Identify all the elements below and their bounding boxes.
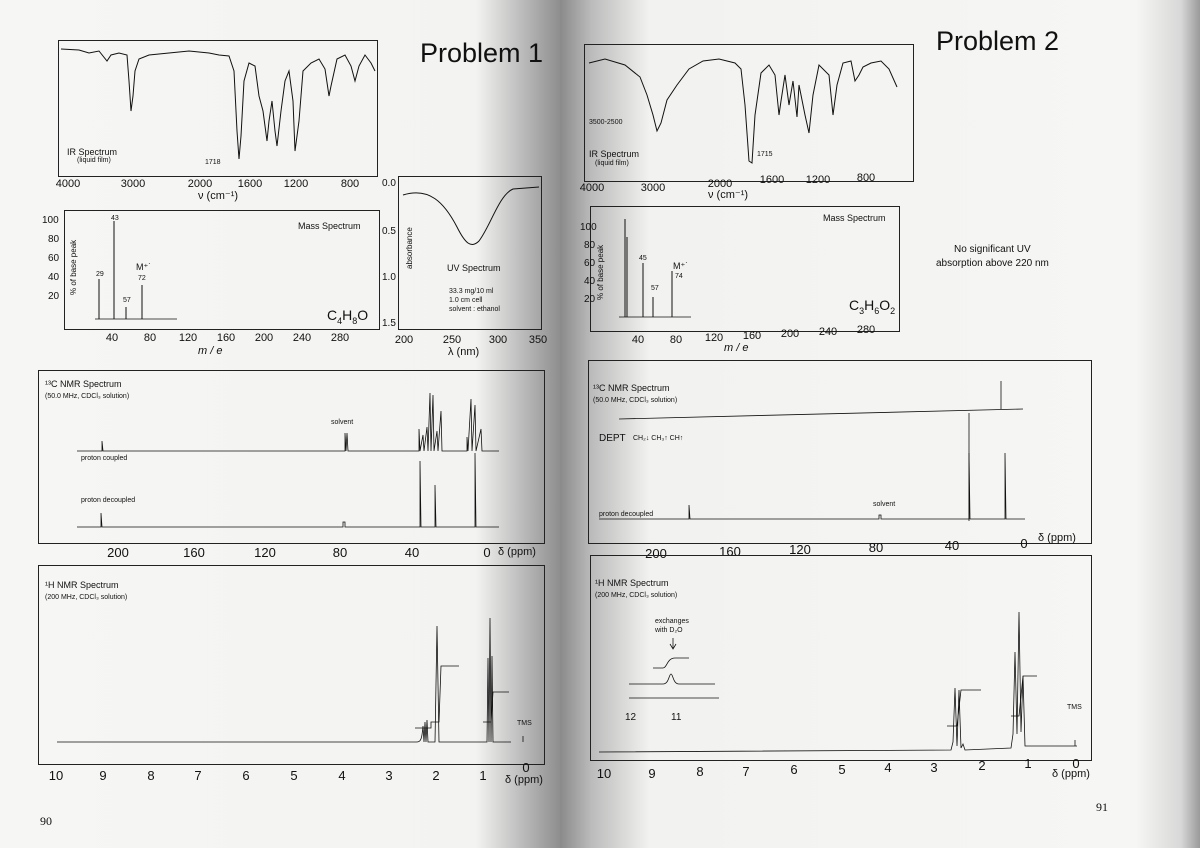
- h1-inset-tick-11: 11: [671, 712, 682, 723]
- mass-xtick-160: 160: [216, 332, 236, 344]
- mass-spectrum-panel-2: [590, 206, 900, 332]
- h1-subtitle-2: (200 MHz, CDCl₃ solution): [595, 592, 678, 599]
- uv-ytick-05: 0.5: [382, 226, 396, 237]
- c13-subtitle-2: (50.0 MHz, CDCl₃ solution): [593, 397, 678, 404]
- mass2-xtick-200: 200: [780, 328, 800, 340]
- mass-ytick-100: 100: [42, 215, 59, 226]
- ir-label-1: IR Spectrum: [67, 147, 118, 157]
- c13b-xtick-120: 120: [789, 542, 811, 557]
- h1-exchange-line2: with D₂O: [655, 627, 683, 634]
- mass-xtick-120: 120: [178, 332, 198, 344]
- uv-ytick-15: 1.5: [382, 318, 396, 329]
- mass-title-1: Mass Spectrum: [298, 221, 361, 231]
- ir-tick-5: 1200: [283, 178, 309, 190]
- uv-note-2-line2: absorption above 220 nm: [936, 258, 1049, 269]
- right-page: [560, 0, 1200, 848]
- mass-peak-72: 72: [138, 275, 146, 282]
- c13-dept-label: DEPT: [599, 433, 626, 444]
- h1b-xtick-5: 5: [838, 762, 846, 777]
- mass-ytick-40: 40: [48, 272, 60, 283]
- h1-xtick-8: 8: [147, 768, 155, 783]
- h1-nmr-panel-2: [590, 555, 1092, 761]
- formula-1: $C_4H_8O$: [327, 307, 369, 326]
- uv-spectrum-panel: [398, 176, 542, 330]
- h1-xtick-1: 1: [479, 768, 487, 783]
- mass-axis-title-1: m / e: [198, 345, 223, 357]
- h1b-xtick-10: 10: [596, 766, 612, 781]
- h1b-xtick-1: 1: [1024, 756, 1032, 771]
- ir2-tick-2: 3000: [640, 182, 666, 194]
- h1b-xtick-0: 0: [1072, 756, 1080, 771]
- c13-title-1: ¹³C NMR Spectrum: [45, 379, 122, 389]
- c13b-xtick-40: 40: [944, 538, 960, 553]
- h1-xtick-7: 7: [194, 768, 202, 783]
- uv-xtick-250: 250: [442, 334, 462, 346]
- c13-xtick-40: 40: [404, 545, 420, 560]
- mass-ytick-60: 60: [48, 253, 60, 264]
- mass2-ytick-40: 40: [584, 276, 596, 287]
- ir-peak-1: 1718: [205, 159, 221, 166]
- c13-xtick-0: 0: [483, 545, 491, 560]
- ir-axis-title-1: ν (cm⁻¹): [198, 190, 239, 202]
- c13-xtick-80: 80: [332, 545, 348, 560]
- ir-sublabel-1: (liquid film): [77, 157, 111, 164]
- h1-xtick-10: 10: [48, 768, 64, 783]
- c13b-xtick-200: 200: [645, 546, 667, 561]
- mass-peak-43: 43: [111, 215, 119, 222]
- h1b-xtick-8: 8: [696, 764, 704, 779]
- mass-ytick-80: 80: [48, 234, 60, 245]
- c13b-xtick-80: 80: [868, 540, 884, 555]
- h1b-xtick-9: 9: [648, 766, 656, 781]
- mass2-ytick-80: 80: [584, 240, 596, 251]
- uv-xtick-200: 200: [394, 334, 414, 346]
- h1-nmr-panel-1: [38, 565, 545, 765]
- h1-tms-2: TMS: [1067, 704, 1082, 711]
- uv-title: UV Spectrum: [447, 263, 501, 273]
- c13-nmr-panel-1: [38, 370, 545, 544]
- mass2-peak-57: 57: [651, 285, 659, 292]
- h1-inset-tick-12: 12: [625, 712, 637, 723]
- mass2-peak-74: 74: [675, 273, 683, 280]
- uv-note-2-line1: No significant UV: [954, 244, 1031, 255]
- mass-title-2: Mass Spectrum: [823, 213, 886, 223]
- mass2-xtick-40: 40: [631, 334, 645, 346]
- mass-ytick-20: 20: [48, 291, 60, 302]
- page-number-90: 90: [40, 814, 52, 828]
- mass-spectrum-panel-1: [64, 210, 380, 330]
- c13-coupled-1: proton coupled: [81, 455, 128, 462]
- ir-tick-3: 2000: [187, 178, 213, 190]
- h1-title-2: ¹H NMR Spectrum: [595, 578, 669, 588]
- uv-xtick-300: 300: [488, 334, 508, 346]
- ir2-tick-1: 4000: [579, 182, 605, 194]
- c13-decoupled-2: proton decoupled: [599, 511, 654, 518]
- h1b-xtick-6: 6: [790, 762, 798, 777]
- page-number-91: 91: [1096, 800, 1108, 814]
- c13b-xtick-0: 0: [1020, 536, 1028, 551]
- c13-axis-title-2: δ (ppm): [1038, 532, 1076, 544]
- mass2-xtick-80: 80: [669, 334, 683, 346]
- ir-axis-title-2: ν (cm⁻¹): [708, 189, 749, 201]
- h1-axis-title-2: δ (ppm): [1052, 768, 1090, 780]
- mass2-xtick-120: 120: [704, 332, 724, 344]
- h1-exchange-line1: exchanges: [655, 618, 689, 625]
- c13-solvent-2: solvent: [873, 501, 896, 508]
- ir2-tick-4: 1600: [759, 174, 785, 186]
- c13-xtick-200: 200: [107, 545, 129, 560]
- ir-tick-4: 1600: [237, 178, 263, 190]
- mass-peak-57: 57: [123, 297, 131, 304]
- mass2-ytick-60: 60: [584, 258, 596, 269]
- mass2-peak-45: 45: [639, 255, 647, 262]
- problem-2-title: Problem 2: [936, 26, 1060, 56]
- mass-xtick-80: 80: [143, 332, 157, 344]
- uv-ylabel: absorbance: [405, 227, 414, 269]
- mass2-ytick-20: 20: [584, 294, 596, 305]
- ir2-tick-5: 1200: [805, 174, 831, 186]
- c13-xtick-120: 120: [254, 545, 276, 560]
- mass-xtick-240: 240: [292, 332, 312, 344]
- mass-molecular-ion-2: M⁺˙: [673, 261, 689, 271]
- ir2-tick-6: 800: [856, 172, 876, 184]
- h1-xtick-4: 4: [338, 768, 346, 783]
- mass-molecular-ion-1: M⁺˙: [136, 262, 152, 272]
- h1-xtick-2: 2: [432, 768, 440, 783]
- mass-xtick-280: 280: [330, 332, 350, 344]
- uv-notes: 33.3 mg/10 ml 1.0 cm cell solvent : ethanol: [449, 288, 500, 313]
- h1b-xtick-2: 2: [978, 758, 986, 773]
- h1b-xtick-7: 7: [742, 764, 750, 779]
- ir-label-2: IR Spectrum: [589, 149, 640, 159]
- h1-xtick-5: 5: [290, 768, 298, 783]
- mass-axis-title-2: m / e: [724, 342, 749, 354]
- left-page: [0, 0, 560, 848]
- h1-axis-title-1: δ (ppm): [505, 774, 543, 786]
- uv-axis-title: λ (nm): [448, 346, 480, 358]
- ir-spectrum-panel-1: [58, 40, 378, 177]
- h1-xtick-6: 6: [242, 768, 250, 783]
- ir-tick-2: 3000: [120, 178, 146, 190]
- h1b-xtick-4: 4: [884, 760, 892, 775]
- c13-xtick-160: 160: [183, 545, 205, 560]
- mass2-xtick-240: 240: [818, 326, 838, 338]
- mass-peak-29: 29: [96, 271, 104, 278]
- h1-xtick-3: 3: [385, 768, 393, 783]
- h1-tms-1: TMS: [517, 720, 532, 727]
- mass2-ytick-100: 100: [580, 222, 597, 233]
- h1-subtitle-1: (200 MHz, CDCl₃ solution): [45, 594, 128, 601]
- mass-ylabel-1: % of base peak: [69, 239, 78, 295]
- h1-xtick-9: 9: [99, 768, 107, 783]
- uv-xtick-350: 350: [528, 334, 548, 346]
- c13b-xtick-160: 160: [719, 544, 741, 559]
- h1-xtick-0: 0: [522, 760, 530, 775]
- ir-tick-6: 800: [340, 178, 360, 190]
- ir-tick-1: 4000: [55, 178, 81, 190]
- c13-solvent-1: solvent: [331, 419, 354, 426]
- mass2-xtick-280: 280: [856, 324, 876, 336]
- c13-dept-legend: CH₂↓ CH₃↑ CH↑: [633, 435, 684, 442]
- ir-band-2: 3500-2500: [589, 119, 623, 126]
- uv-ytick-10: 1.0: [382, 272, 396, 283]
- c13-axis-title-1: δ (ppm): [498, 546, 536, 558]
- ir2-tick-3: 2000: [707, 178, 733, 190]
- mass-xtick-200: 200: [254, 332, 274, 344]
- formula-2: $C_3H_6O_2$: [849, 297, 896, 316]
- ir-spectrum-panel-2: [584, 44, 914, 182]
- mass-ylabel-2: % of base peak: [596, 244, 605, 300]
- h1b-xtick-3: 3: [930, 760, 938, 775]
- c13-title-2: ¹³C NMR Spectrum: [593, 383, 670, 393]
- mass2-xtick-160: 160: [742, 330, 762, 342]
- ir-sublabel-2: (liquid film): [595, 160, 629, 167]
- h1-title-1: ¹H NMR Spectrum: [45, 580, 119, 590]
- uv-ytick-0: 0.0: [382, 178, 396, 189]
- problem-1-title: Problem 1: [420, 38, 544, 68]
- ir-spectrum-trace-2: [585, 45, 913, 181]
- mass-xtick-40: 40: [105, 332, 119, 344]
- c13-nmr-panel-2: [588, 360, 1092, 544]
- c13-subtitle-1: (50.0 MHz, CDCl₃ solution): [45, 393, 130, 400]
- ir-peak-2: 1715: [757, 151, 773, 158]
- c13-decoupled-1: proton decoupled: [81, 497, 136, 504]
